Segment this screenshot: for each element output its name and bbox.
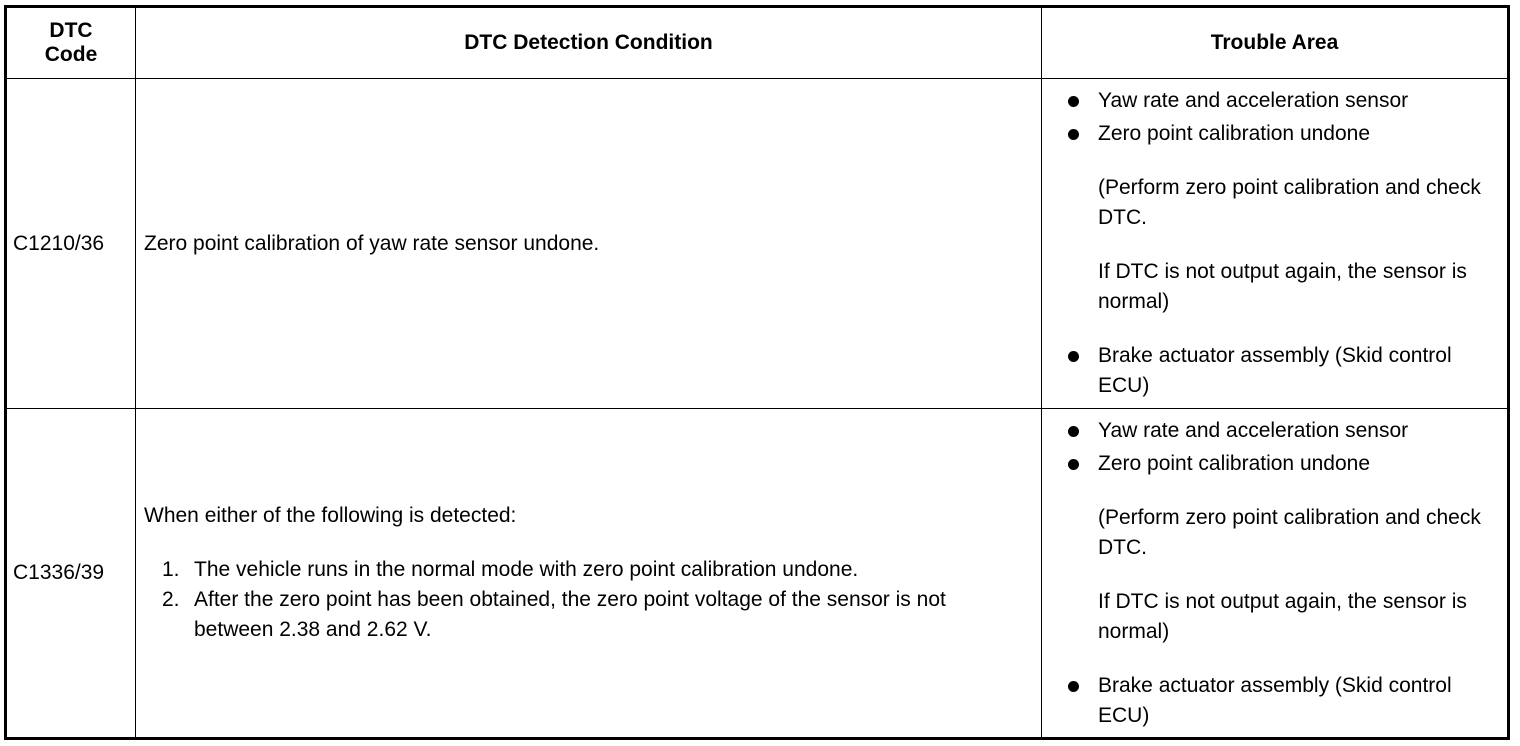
trouble-area-text: Zero point calibration undone: [1098, 451, 1371, 475]
dtc-code-cell: C1210/36: [6, 79, 136, 409]
header-row: [6, 7, 1509, 79]
trouble-area-text: Brake actuator assembly (Skid control ECU): [1098, 673, 1452, 727]
trouble-area-item: [1064, 119, 1501, 149]
table-row: [6, 79, 1509, 409]
list-number: 1.: [162, 558, 180, 581]
trouble-area-item: [1064, 86, 1501, 116]
trouble-area-text: Yaw rate and acceleration sensor: [1098, 418, 1409, 442]
trouble-area-cell: [1042, 409, 1509, 739]
bullet-icon: [1068, 96, 1079, 107]
detection-condition-cell: [136, 409, 1042, 739]
trouble-area-note: If DTC is not output again, the sensor is normal): [1098, 589, 1467, 643]
trouble-area-text: Brake actuator assembly (Skid control ECU): [1098, 344, 1452, 397]
dtc-code-cell: C1336/39: [6, 409, 136, 739]
header-detection-condition: DTC Detection Condition: [136, 7, 1042, 79]
trouble-area-note: (Perform zero point calibration and check DTC.: [1098, 505, 1481, 559]
trouble-area-text: Yaw rate and acceleration sensor: [1098, 89, 1409, 112]
condition-list-item: [144, 585, 1041, 645]
condition-item-text: The vehicle runs in the normal mode with zero point calibration undone.: [194, 558, 859, 581]
bullet-icon: [1068, 426, 1079, 437]
condition-item-text: After the zero point has been obtained, the zero point voltage of the sensor is not between 2.38 and 2.62 V.: [194, 588, 946, 641]
dtc-table: [4, 5, 1510, 740]
trouble-area-item: [1064, 671, 1501, 731]
list-number: 2.: [162, 588, 180, 611]
header-dtc-code: DTC Code: [6, 7, 136, 79]
trouble-area-cell: [1042, 79, 1509, 409]
bullet-icon: [1068, 129, 1079, 140]
detection-condition-cell: Zero point calibration of yaw rate sensor undone.: [136, 79, 1042, 409]
condition-intro: When either of the following is detected:: [144, 504, 517, 527]
trouble-area-item: [1064, 416, 1501, 446]
header-trouble-area: Trouble Area: [1042, 7, 1509, 79]
bullet-icon: [1068, 459, 1079, 470]
trouble-area-text: Zero point calibration undone: [1098, 122, 1371, 145]
table-row: [6, 409, 1509, 739]
trouble-area-item: [1064, 341, 1501, 401]
bullet-icon: [1068, 681, 1079, 692]
condition-list: [144, 555, 1041, 645]
trouble-area-note: (Perform zero point calibration and check DTC.: [1098, 176, 1481, 229]
bullet-icon: [1068, 351, 1079, 362]
trouble-area-item: [1064, 449, 1501, 479]
condition-list-item: [144, 555, 1041, 585]
trouble-area-note: If DTC is not output again, the sensor is normal): [1098, 260, 1467, 313]
